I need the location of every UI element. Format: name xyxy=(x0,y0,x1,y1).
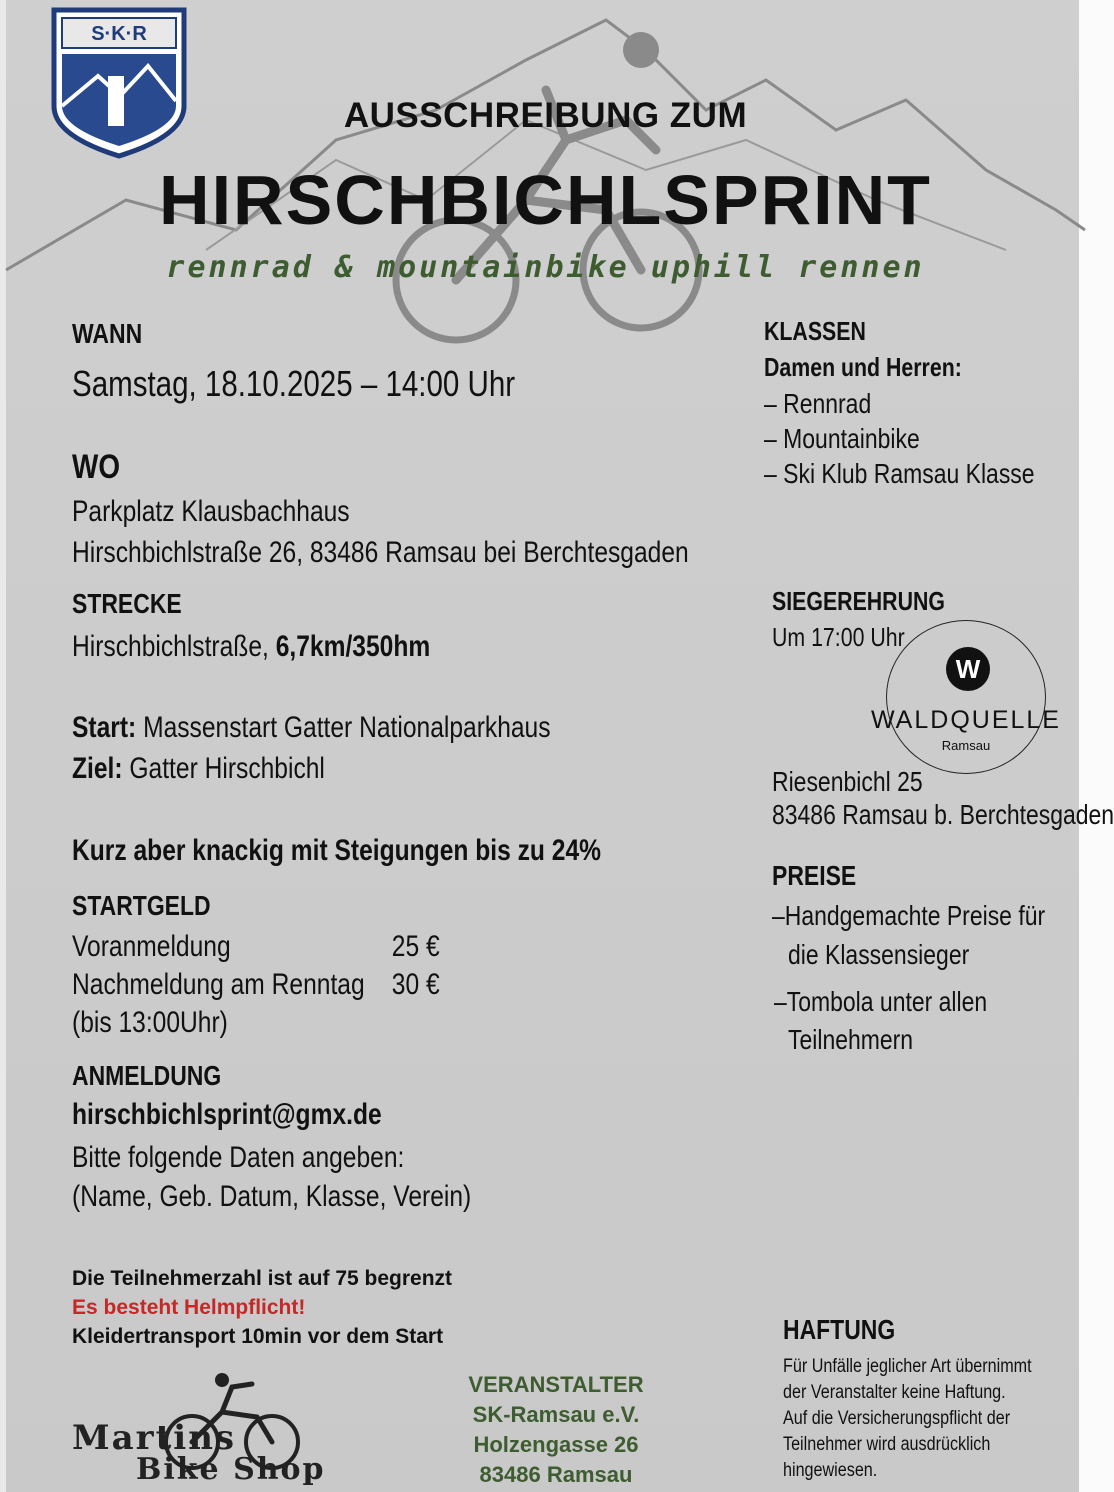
anmeldung-line1: Bitte folgende Daten angeben: xyxy=(72,1141,405,1174)
veranstalter-name: SK-Ramsau e.V. xyxy=(472,1402,640,1427)
klasse-item: – Rennrad xyxy=(764,388,872,419)
wo-heading: WO xyxy=(72,448,121,486)
start-line xyxy=(72,711,551,745)
veranstalter-heading: VERANSTALTER xyxy=(468,1372,644,1397)
start-label: Start: xyxy=(72,711,137,744)
haftung-text xyxy=(783,1354,1032,1484)
anmeldung-heading: ANMELDUNG xyxy=(72,1060,222,1091)
haftung-line: der Veranstalter keine Haftung. xyxy=(783,1382,1006,1403)
svg-text:S·K·R: S·K·R xyxy=(91,23,147,45)
siegerehrung-heading: SIEGEREHRUNG xyxy=(772,586,945,616)
klassen-heading: KLASSEN xyxy=(764,316,866,346)
wann-heading: WANN xyxy=(72,318,143,349)
fee-price: 30 € xyxy=(391,968,440,1001)
startgeld-heading: STARTGELD xyxy=(72,890,211,921)
start-value: Massenstart Gatter Nationalparkhaus xyxy=(136,711,551,744)
klassen-subheading: Damen und Herren: xyxy=(764,352,962,382)
ziel-line xyxy=(72,752,325,786)
venue-address1: Riesenbichl 25 xyxy=(772,766,923,797)
bike-shop-name2: Bike Shop xyxy=(136,1452,326,1487)
haftung-heading: HAFTUNG xyxy=(783,1314,896,1345)
notes-block xyxy=(72,1264,452,1351)
venue-logo-name: WALDQUELLE xyxy=(871,706,1061,734)
helmet-warning: Es besteht Helmpflicht! xyxy=(72,1296,306,1319)
preis-item1-line2: die Klassensieger xyxy=(788,939,970,970)
ziel-value: Gatter Hirschbichl xyxy=(122,752,325,785)
fee-note: (bis 13:00Uhr) xyxy=(72,1006,228,1039)
wann-value: Samstag, 18.10.2025 – 14:00 Uhr xyxy=(72,363,516,404)
wo-line1: Parkplatz Klausbachhaus xyxy=(72,495,350,528)
preis-item2-line1: –Tombola unter allen xyxy=(774,986,988,1017)
kicker-text: AUSSCHREIBUNG ZUM xyxy=(343,96,748,135)
slogan: Kurz aber knackig mit Steigungen bis zu 24% xyxy=(72,834,602,867)
haftung-line: Teilnehmer wird ausdrücklich xyxy=(783,1434,991,1455)
strecke-distance: 6,7km/350hm xyxy=(275,630,431,663)
preis-item1-line1: –Handgemachte Preise für xyxy=(772,900,1046,931)
fee-price: 25 € xyxy=(391,930,440,963)
veranstalter-block xyxy=(446,1370,666,1490)
fee-row xyxy=(72,930,440,964)
anmeldung-email[interactable]: hirschbichlsprint@gmx.de xyxy=(72,1098,382,1131)
venue-logo-icon: W xyxy=(946,647,990,691)
venue-address2: 83486 Ramsau b. Berchtesgaden xyxy=(772,799,1114,830)
clothes-transport: Kleidertransport 10min vor dem Start xyxy=(72,1325,444,1348)
bike-shop-name1: Martins xyxy=(72,1418,237,1458)
strecke-route xyxy=(72,630,430,664)
haftung-line: hingewiesen. xyxy=(783,1460,878,1481)
strecke-road: Hirschbichlstraße, xyxy=(72,630,276,663)
veranstalter-city: 83486 Ramsau xyxy=(479,1462,633,1487)
haftung-line: Auf die Versicherungspflicht der xyxy=(783,1408,1011,1429)
fee-row xyxy=(72,968,440,1002)
klasse-item: – Mountainbike xyxy=(764,423,920,454)
preise-heading: PREISE xyxy=(772,860,857,891)
siegerehrung-time: Um 17:00 Uhr xyxy=(772,622,905,652)
venue-logo-sub: Ramsau xyxy=(941,738,991,753)
veranstalter-street: Holzengasse 26 xyxy=(473,1432,639,1457)
strecke-heading: STRECKE xyxy=(72,588,182,619)
preis-item2-line2: Teilnehmern xyxy=(788,1024,914,1055)
subtitle: rennrad & mountainbike uphill rennen xyxy=(166,250,925,285)
klasse-item: – Ski Klub Ramsau Klasse xyxy=(764,458,1035,489)
page-title: HIRSCHBICHLSPRINT xyxy=(159,161,932,239)
participant-limit: Die Teilnehmerzahl ist auf 75 begrenzt xyxy=(72,1267,453,1290)
ziel-label: Ziel: xyxy=(72,752,123,785)
anmeldung-line2: (Name, Geb. Datum, Klasse, Verein) xyxy=(72,1180,472,1213)
haftung-line: Für Unfälle jeglicher Art übernimmt xyxy=(783,1356,1032,1377)
fee-label: Voranmeldung xyxy=(72,930,231,963)
fee-label: Nachmeldung am Renntag xyxy=(72,968,365,1001)
wo-line2: Hirschbichlstraße 26, 83486 Ramsau bei Berchtesgaden xyxy=(72,536,689,569)
